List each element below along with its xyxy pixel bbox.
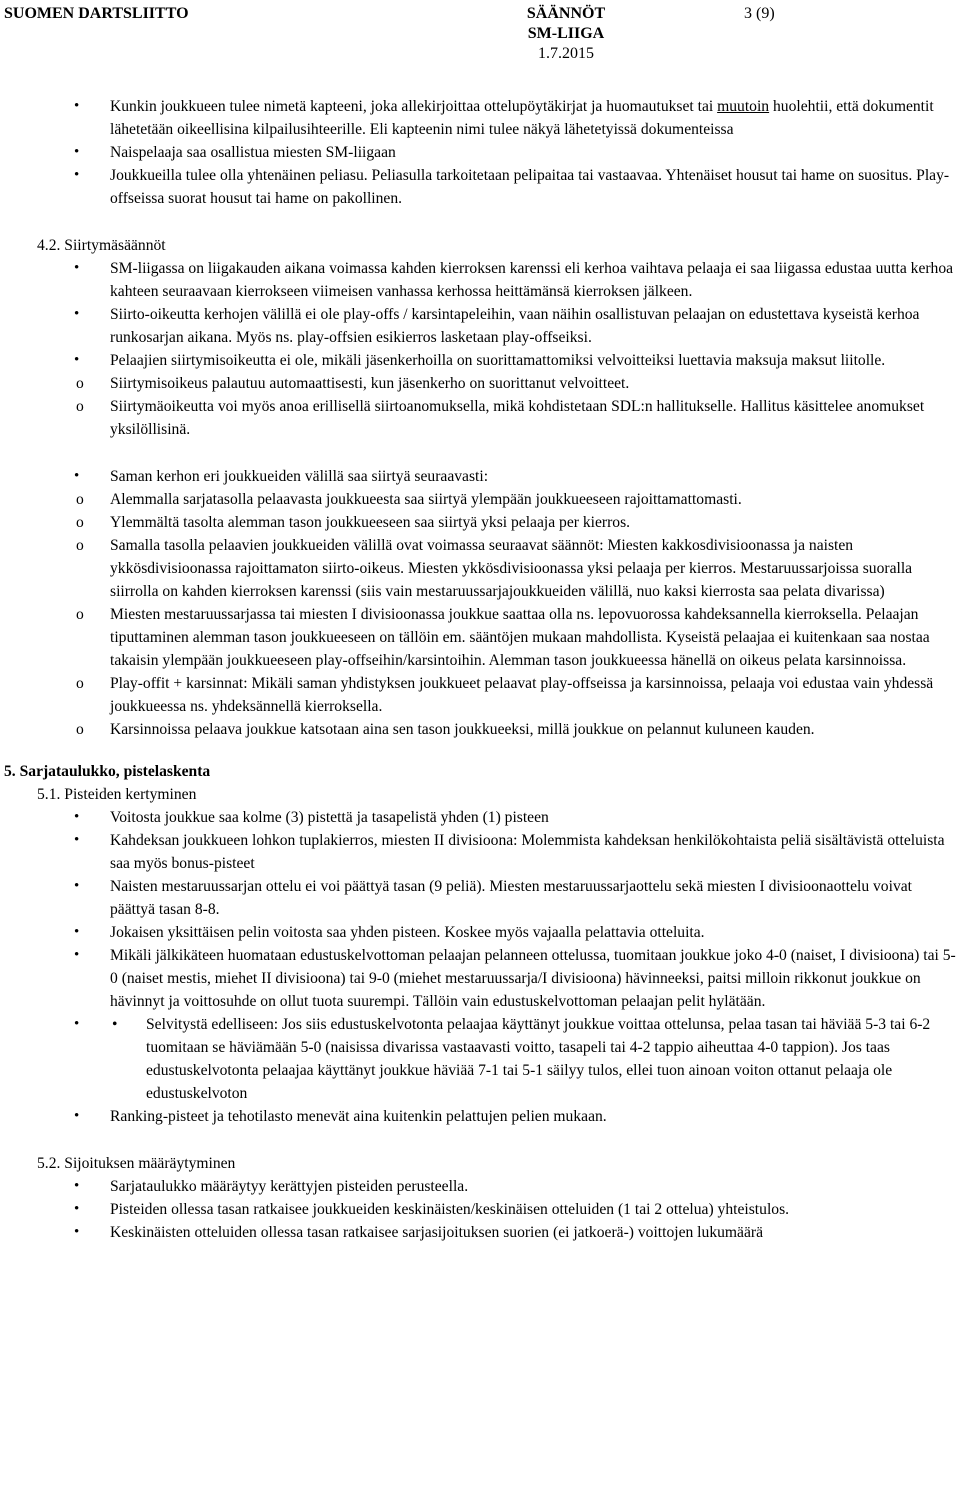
section-5-heading: 5. Sarjataulukko, pistelaskenta <box>4 763 211 780</box>
document-info <box>521 4 611 64</box>
section-5-1-heading: 5.1. Pisteiden kertyminen <box>37 786 197 803</box>
sub-list-item: o Ylemmältä tasolta alemman tason joukkueeseen saa siirtyä yksi pelaaja per kierros. <box>39 511 956 534</box>
sub-list-item: o Samalla tasolla pelaavien joukkueiden välillä ovat voimassa seuraavat säännöt: Miesten kakkosdivisioonassa ja naisten ykkösdivisioonassa rajoittamaton siirto-oikeus. Miesten ykkösdivisioonassa yksi pelaaja per kierros. Mestaruussarjoissa suoralla siirrolla on kahden kierroksen karenssi (siis vain mestaruussarjajoukkueiden välillä, nuo kaksi kierrosta saa pelata divarissa) <box>39 534 956 603</box>
sub-list-item: o Miesten mestaruussarjassa tai miesten I divisioonassa joukkue saattaa olla ns. lepovuorossa kahdeksannella kierroksella. Pelaajan tiputtaminen alemman tason joukkueeseen on tällöin em. sääntöjen mukaan mahdollista. Kyseistä pelaajaa ei kuitenkaan saa nostaa takaisin ylempään joukkueeseen play-offseihin/karsintoihin. Alemman tason joukkueessa hänellä on oikeus pelata karsinnoissa. <box>39 603 956 672</box>
transfer-sub-list <box>39 372 956 441</box>
list-item: • Joukkueilla tulee olla yhtenäinen peliasu. Peliasulla tarkoitetaan pelipaitaa tai vastaavaa. Yhtenäiset housut tai hame on suositus. Play-offseissa suorat housut tai hame on pakollinen. <box>0 164 960 210</box>
list-item: • Mikäli jälkikäteen huomataan edustuskelvottoman pelaajan pelanneen ottelussa, tuomitaan joukkue joko 4-0 (naiset, I divisioona) tai 5-0 (naiset mestis, miehet II divisioona) tai 9-0 (miehet mestaruussarja/I divisioona) hävinneeksi, paitsi milloin rikkonut joukkue on hävinnyt ja voittosuhde on ollut tuota suurempi. Tällöin vain edustuskelvottoman pelaajan pelit hylätään. <box>0 944 960 1013</box>
list-item: • Ranking-pisteet ja tehotilasto menevät aina kuitenkin pelattujen pelien mukaan. <box>0 1105 960 1128</box>
list-item: • Kunkin joukkueen tulee nimetä kapteeni, joka allekirjoittaa ottelupöytäkirjat ja huomautukset tai muutoin huolehtii, että dokumentit lähetetään oikeellisina kilpailusihteerille. Eli kapteenin nimi tulee näkyä lähetetyissä dokumenteissa <box>0 95 960 141</box>
document-date: 1.7.2015 <box>538 45 594 62</box>
sub-list-item: o Play-offit + karsinnat: Mikäli saman yhdistyksen joukkueet pelaavat play-offseissa ja karsinnoissa, pelaaja voi edustaa vain yhdessä joukkueessa ns. yhdeksännellä kierroksella. <box>39 672 956 718</box>
transfer-rules-list <box>0 257 960 372</box>
list-item: • Voitosta joukkue saa kolme (3) pistettä ja tasapelistä yhden (1) pisteen <box>0 806 960 829</box>
section-4-2-heading: 4.2. Siirtymäsäännöt <box>37 237 166 254</box>
transfer-sub-list-wrap <box>0 372 960 441</box>
underlined-word: muutoin <box>717 98 770 115</box>
list-item: • SM-liigassa on liigakauden aikana voimassa kahden kierroksen karenssi eli kerhoa vaihtava pelaaja ei saa liigassa edustaa uutta kerhoa kahteen seuraavaan kierrokseen viimeisen vanhassa kerhossa heittämänsä kierroksen jälkeen. <box>0 257 960 303</box>
page-number: 3 (9) <box>744 5 775 22</box>
sub-list-item: o Alemmalla sarjatasolla pelaavasta joukkueesta saa siirtyä ylempään joukkueeseen rajoittamattomasti. <box>39 488 956 511</box>
list-item: • Siirto-oikeutta kerhojen välillä ei ole play-offs / karsintapeleihin, vaan näihin osallistuvan pelaajan on edustettava kyseistä kerhoa runkosarjan aikana. Myös ns. play-offsien esikierros lasketaan play-offseiksi. <box>0 303 960 349</box>
list-item: • Naispelaaja saa osallistua miesten SM-liigaan <box>0 141 960 164</box>
sub-list-item: o Karsinnoissa pelaava joukkue katsotaan aina sen tason joukkueeksi, millä joukkue on pelannut kuluneen kauden. <box>39 718 956 741</box>
section-5-2-heading: 5.2. Sijoituksen määräytyminen <box>37 1155 236 1172</box>
sub-list-item: • • Selvitystä edelliseen: Jos siis edustuskelvotonta pelaajaa käyttänyt joukkue voittaa ottelunsa, pelaa tasan tai häviää 5-3 tai 6-2 tuomitaan se häviämään 5-0 (naisissa divarissa vastaavasti voitto, tasapeli tai 4-2 tappio aiheuttaa 4-0 tappion). Jos taas edustuskelvotonta pelaajaa käyttänyt joukkue häviää 7-1 tai 5-1 säilyy tulos, ellei tuon ainoan voiton ottanut pelaaja ole edustuskelvoton <box>110 1013 956 1105</box>
list-item: • Kahdeksan joukkueen lohkon tuplakierros, miesten II divisioona: Molemmista kahdeksan henkilökohtaista peliä sisältävistä otteluista saa myös bonus-pisteet <box>0 829 960 875</box>
list-item: • Keskinäisten otteluiden ollessa tasan ratkaisee sarjasijoituksen suorien (ei jatkoerä-) voittojen lukumäärä <box>0 1221 960 1244</box>
list-item: • Saman kerhon eri joukkueiden välillä saa siirtyä seuraavasti: <box>0 465 960 488</box>
list-item: • Naisten mestaruussarjan ottelu ei voi päättyä tasan (9 peliä). Miesten mestaruussarjaottelu sekä miesten I divisioonaottelu voivat päättyä tasan 8-8. <box>0 875 960 921</box>
list-item: • Jokaisen yksittäisen pelin voitosta saa yhden pisteen. Koskee myös vajaalla pelattavia otteluita. <box>0 921 960 944</box>
intro-list <box>0 95 960 210</box>
points-list <box>0 806 960 1013</box>
organization-name: SUOMEN DARTSLIITTO <box>4 5 189 22</box>
explanation-sub-list <box>110 1013 956 1105</box>
list-item: • Pelaajien siirtymisoikeutta ei ole, mikäli jäsenkerhoilla on suorittamattomiksi velvoitteiksi luettavia maksuja maksut liitolle. <box>0 349 960 372</box>
ranking-list <box>0 1175 960 1244</box>
list-item: • Sarjataulukko määräytyy kerättyjen pisteiden perusteella. <box>0 1175 960 1198</box>
league-name: SM-LIIGA <box>527 25 605 42</box>
intra-club-list <box>0 465 960 488</box>
list-item: • Pisteiden ollessa tasan ratkaisee joukkueiden keskinäisten/keskinäisen otteluiden (1 tai 2 ottelua) yhteistulos. <box>0 1198 960 1221</box>
document-body <box>0 95 960 1244</box>
document-title: SÄÄNNÖT <box>526 5 606 22</box>
sub-list-item: o Siirtymisoikeus palautuu automaattisesti, kun jäsenkerho on suorittanut velvoitteet. <box>39 372 956 395</box>
sub-list-item: o Siirtymäoikeutta voi myös anoa erillisellä siirtoanomuksella, mikä kohdistetaan SDL:n hallitukselle. Hallitus käsittelee anomukset yksilöllisinä. <box>39 395 956 441</box>
page-header <box>0 4 960 68</box>
intra-club-sub-list <box>39 488 956 741</box>
